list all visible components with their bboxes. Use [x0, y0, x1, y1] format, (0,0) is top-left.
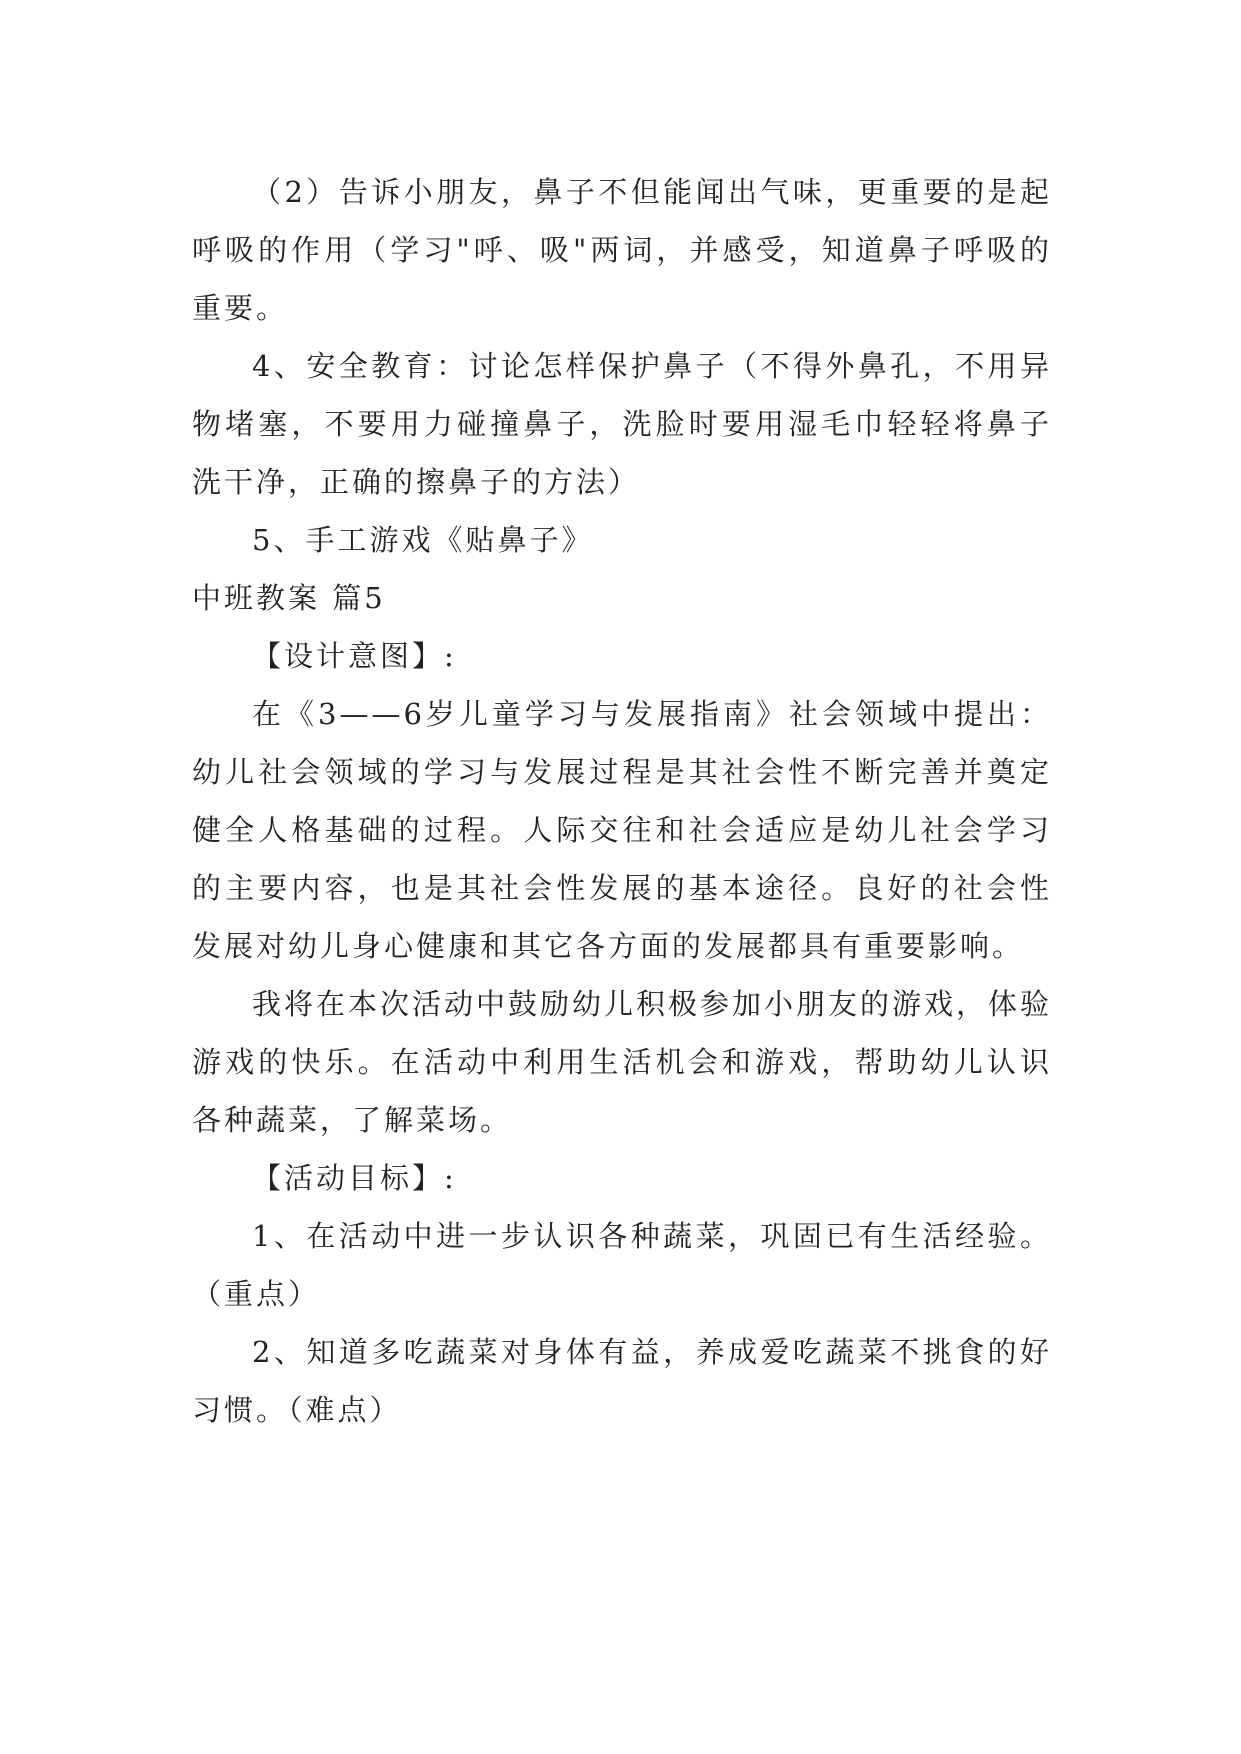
paragraph-design-activity: 我将在本次活动中鼓励幼儿积极参加小朋友的游戏，体验游戏的快乐。在活动中利用生活机会和游戏，帮助幼儿认识各种蔬菜，了解菜场。 [192, 987, 1053, 1137]
goal-item-1: 1、在活动中进一步认识各种蔬菜，巩固已有生活经验。（重点） [192, 1219, 1052, 1311]
design-heading: 【设计意图】: [252, 639, 457, 673]
paragraph-safety-education: 4、安全教育：讨论怎样保护鼻子（不得外鼻孔，不用异物堵塞，不要用力碰撞鼻子，洗脸时要用湿毛巾轻轻将鼻子洗干净，正确的擦鼻子的方法） [192, 349, 1052, 499]
paragraph-breathing: （2）告诉小朋友，鼻子不但能闻出气味，更重要的是起呼吸的作用（学习"呼、吸"两词，并感受，知道鼻子呼吸的重要。 [192, 175, 1052, 325]
section-title: 中班教案 篇5 [192, 581, 386, 615]
document-body [192, 163, 1052, 1439]
goals-heading: 【活动目标】: [252, 1161, 457, 1195]
goal-item-2: 2、知道多吃蔬菜对身体有益，养成爱吃蔬菜不挑食的好习惯。（难点） [192, 1335, 1052, 1427]
paragraph-craft-game: 5、手工游戏《贴鼻子》 [252, 523, 594, 557]
paragraph-design-guideline: 在《3——6岁儿童学习与发展指南》社会领域中提出：幼儿社会领域的学习与发展过程是其社会性不断完善并奠定健全人格基础的过程。人际交往和社会适应是幼儿社会学习的主要内容，也是其社会性发展的基本途径。良好的社会性发展对幼儿身心健康和其它各方面的发展都具有重要影响。 [192, 697, 1052, 963]
